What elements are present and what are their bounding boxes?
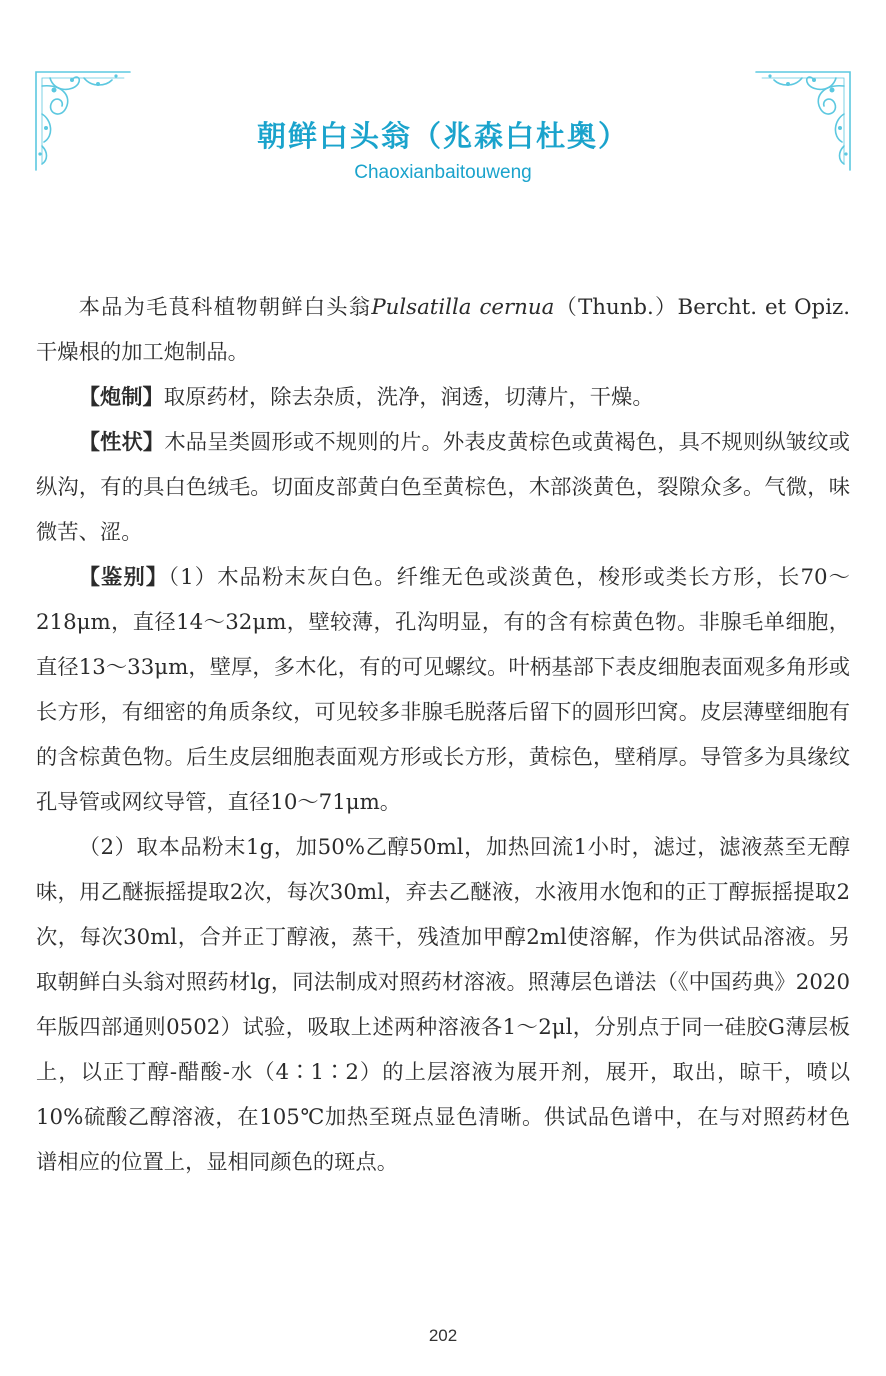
intro-text-after: （Thunb.）Bercht. et Opiz. 干燥根的加工炮制品。 (36, 295, 850, 365)
identification-text-1: （1）木品粉末灰白色。纤维无色或淡黄色，梭形或类长方形，长70～218μm，直径14～32μm，壁较薄，孔沟明显，有的含有棕黄色物。非腺毛单细胞，直径13～33μm，壁厚，多木化，有的可见螺纹。叶柄基部下表皮细胞表面观多角形或长方形，有细密的角质条纹，可见较多非腺毛脱落后留下的圆形凹窝。皮层薄壁细胞有的含棕黄色物。后生皮层细胞表面观方形或长方形，黄棕色，壁稍厚。导管多为具缘纹孔导管或网纹导管，直径10～71μm。 (36, 565, 850, 815)
properties-heading: 【性状】 (78, 430, 165, 455)
identification-paragraph-1 (36, 555, 850, 825)
properties-paragraph (36, 420, 850, 555)
intro-text-before: 本品为毛茛科植物朝鲜白头翁 (78, 295, 372, 320)
page-number: 202 (428, 1326, 458, 1345)
identification-paragraph-2 (36, 825, 850, 1185)
latin-name: Pulsatilla cernua (371, 295, 555, 320)
intro-paragraph (36, 285, 850, 375)
processing-paragraph (36, 375, 850, 420)
processing-heading: 【炮制】 (78, 385, 164, 410)
page-subtitle: Chaoxianbaitouweng (354, 162, 532, 183)
page-title: 朝鲜白头翁（兆森白杜奥） (256, 119, 629, 153)
processing-text: 取原药材，除去杂质，洗净，润透，切薄片，干燥。 (163, 385, 654, 410)
properties-text: 木品呈类圆形或不规则的片。外表皮黄棕色或黄褐色，具不规则纵皱纹或纵沟，有的具白色绒毛。切面皮部黄白色至黄棕色，木部淡黄色，裂隙众多。气微，味微苦、涩。 (36, 430, 850, 545)
monograph-body (36, 285, 850, 1185)
identification-heading: 【鉴别】 (78, 565, 169, 590)
identification-text-2: （2）取本品粉末1g，加50%乙醇50ml，加热回流1小时，滤过，滤液蒸至无醇味，用乙醚振摇提取2次，每次30ml，弃去乙醚液，水液用水饱和的正丁醇振摇提取2次，每次30ml，合并正丁醇液，蒸干，残渣加甲醇2ml使溶解，作为供试品溶液。另取朝鲜白头翁对照药材lg，同法制成对照药材溶液。照薄层色谱法（《中国药典》2020年版四部通则0502）试验，吸取上述两种溶液各1～2μl，分别点于同一硅胶G薄层板上，以正丁醇-醋酸-水（4∶1∶2）的上层溶液为展开剂，展开，取出，晾干，喷以10%硫酸乙醇溶液，在105℃加热至斑点显色清晰。供试品色谱中，在与对照药材色谱相应的位置上，显相同颜色的斑点。 (36, 835, 850, 1175)
